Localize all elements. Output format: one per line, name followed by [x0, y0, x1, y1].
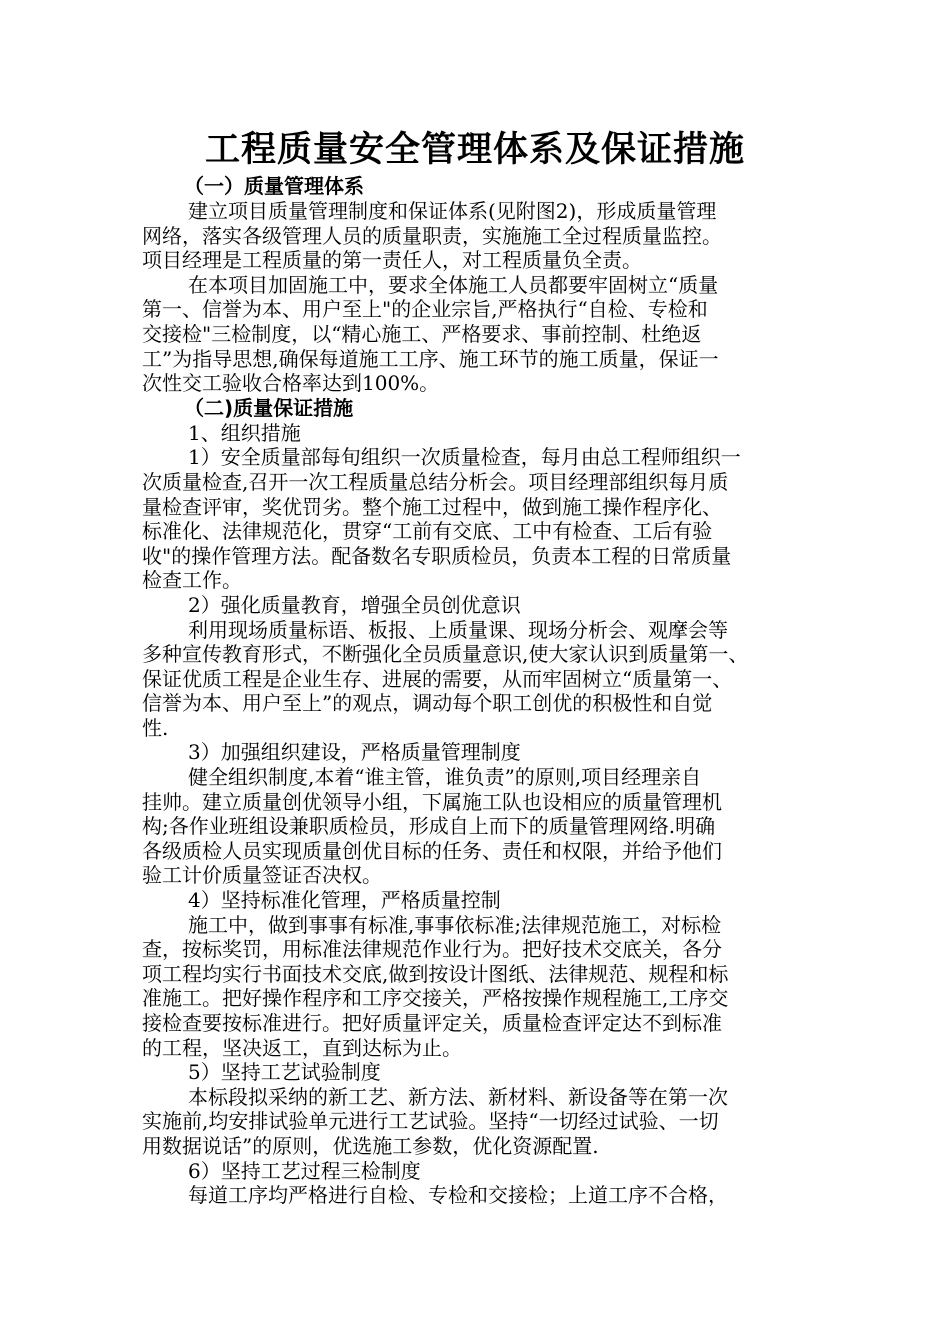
text-line: 收"的操作管理方法。配备数名专职质检员，负责本工程的日常质量	[142, 543, 732, 568]
text-line: 建立项目质量管理制度和保证体系(见附图2)，形成质量管理	[188, 199, 717, 223]
paragraph	[142, 765, 808, 888]
paragraph	[142, 199, 808, 273]
text-line: 次质量检查,召开一次工程质量总结分析会。项目经理部组织每月质	[142, 469, 729, 494]
paragraph	[142, 273, 808, 396]
section-heading-quality-system: （一）质量管理体系	[184, 174, 364, 198]
paragraph	[142, 913, 808, 1061]
text-line: 保证优质工程是企业生存、进展的需要，从而牢固树立“质量第一、	[142, 666, 733, 691]
text-line: 工”为指导思想,确保每道施工工序、施工环节的施工质量，保证一	[142, 346, 719, 371]
item-heading-process-test: 5）坚持工艺试验制度	[188, 1060, 381, 1085]
document-page	[142, 128, 808, 1208]
text-line: 接检查要按标准进行。把好质量评定关，质量检查评定达不到标准	[142, 1011, 722, 1035]
text-line: 项工程均实行书面技术交底,做到按设计图纸、法律规范、规程和标	[142, 961, 729, 986]
text-line: 量检查评审，奖优罚劣。整个施工过程中，做到施工操作程序化、	[142, 494, 722, 519]
text-line: 第一、信誉为本、用户至上"的企业宗旨,严格执行“自检、专检和	[142, 297, 708, 322]
text-line: 挂帅。建立质量创优领导小组，下属施工队也设相应的质量管理机	[142, 789, 722, 814]
text-line: 验工计价质量签证否决权。	[142, 863, 382, 888]
text-line: 的工程，坚决返工，直到达标为止。	[142, 1035, 462, 1060]
text-line: 查，按标奖罚，用标准法律规范作业行为。把好技术交底关，各分	[142, 937, 722, 962]
text-line: 健全组织制度,本着“谁主管，谁负责”的原则,项目经理亲自	[188, 765, 702, 790]
text-line: 信誉为本、用户至上”的观点，调动每个职工创优的积极性和自觉	[142, 691, 713, 716]
text-line: 实施前,均安排试验单元进行工艺试验。坚持“一切经过试验、一切	[142, 1109, 719, 1134]
text-line: 网络，落实各级管理人员的质量职责，实施施工全过程质量监控。	[142, 223, 722, 248]
text-line: 多种宣传教育形式，不断强化全员质量意识,使大家认识到质量第一、	[142, 642, 749, 667]
text-line: 利用现场质量标语、板报、上质量课、现场分析会、观摩会等	[188, 617, 728, 642]
paragraph	[142, 618, 808, 741]
text-line: 次性交工验收合格率达到100%。	[142, 371, 440, 396]
text-line: 每道工序均严格进行自检、专检和交接检；上道工序不合格，	[188, 1183, 728, 1208]
text-line: 交接检"三检制度，以“精心施工、严格要求、事前控制、杜绝返	[142, 321, 702, 346]
section-heading-quality-measures: （二)质量保证措施	[184, 395, 354, 420]
text-line: 用数据说话”的原则，优选施工参数，优化资源配置.	[142, 1133, 599, 1158]
item-heading-standardization: 4）坚持标准化管理，严格质量控制	[188, 888, 501, 913]
text-line: 各级质检人员实现质量创优目标的任务、责任和权限，并给予他们	[142, 838, 722, 863]
text-line: 项目经理是工程质量的第一责任人，对工程质量负全责。	[142, 248, 642, 273]
text-line: 在本项目加固施工中，要求全体施工人员都要牢固树立“质量	[188, 272, 719, 297]
item-heading-organization-building: 3）加强组织建设，严格质量管理制度	[188, 740, 521, 765]
paragraph	[142, 1183, 808, 1208]
item-heading-three-checks: 6）坚持工艺过程三检制度	[188, 1158, 421, 1183]
text-line: 准施工。把好操作程序和工序交接关，严格按操作规程施工,工序交	[142, 986, 729, 1011]
text-line: 本标段拟采纳的新工艺、新方法、新材料、新设备等在第一次	[188, 1084, 728, 1109]
text-line: 1）安全质量部每旬组织一次质量检查，每月由总工程师组织一	[188, 445, 741, 470]
text-line: 施工中，做到事事有标准,事事依标准;法律规范施工，对标检	[188, 912, 722, 937]
text-line: 性.	[142, 715, 169, 740]
item-heading-education: 2）强化质量教育，增强全员创优意识	[188, 592, 521, 617]
text-line: 检查工作。	[142, 568, 242, 593]
text-line: 构;各作业班组设兼职质检员，形成自上而下的质量管理网络.明确	[142, 814, 716, 839]
paragraph	[142, 1085, 808, 1159]
text-line: 标准化、法律规范化，贯穿“工前有交底、工中有检查、工后有验	[142, 519, 713, 544]
paragraph	[142, 445, 808, 593]
subheading-organization: 1、组织措施	[188, 420, 301, 445]
document-title: 工程质量安全管理体系及保证措施	[204, 130, 745, 170]
